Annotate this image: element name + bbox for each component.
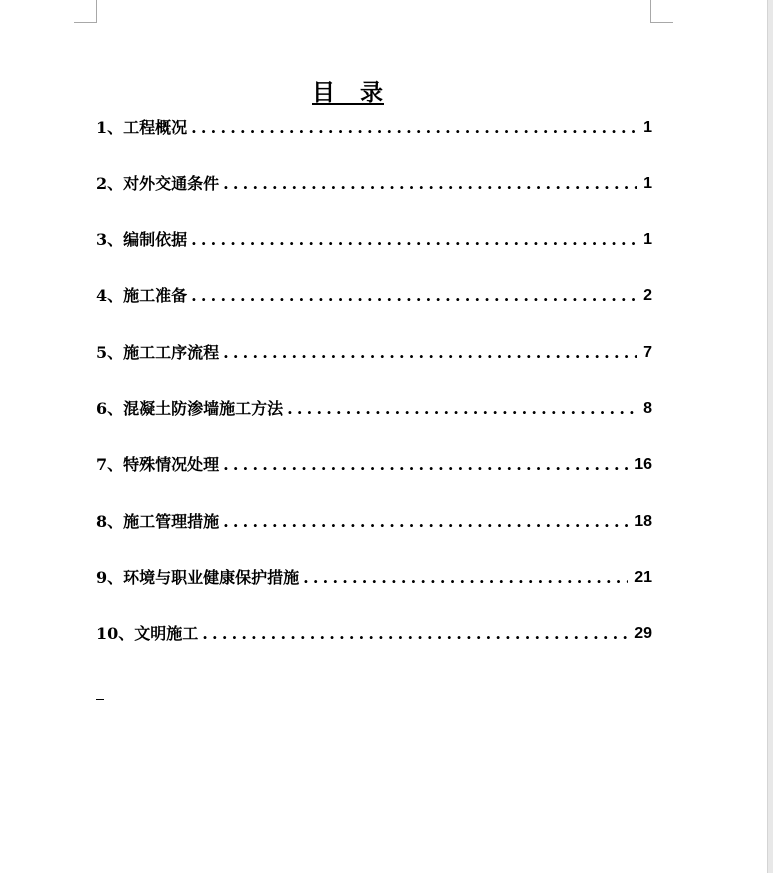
toc-entry[interactable]: [96, 508, 652, 532]
toc-entry[interactable]: [96, 282, 652, 306]
toc-entry-label: 6、混凝土防渗墙施工方法: [96, 399, 284, 418]
toc-dot-leader: [191, 286, 637, 306]
toc-dot-leader: [202, 624, 628, 644]
toc-dot-leader: [191, 118, 637, 138]
toc-dot-leader: [223, 343, 637, 363]
page-right-edge: [767, 0, 773, 873]
toc-entry[interactable]: [96, 226, 652, 250]
toc-title: 目 录: [312, 79, 384, 106]
toc-entry-page: 2: [643, 287, 652, 304]
toc-entry[interactable]: [96, 451, 652, 475]
toc-entry-label: 3、编制依据: [96, 230, 188, 249]
toc-entry-page: 1: [643, 231, 652, 248]
toc-entry-label: 5、施工工序流程: [96, 343, 220, 362]
top-right-margin-marker: [650, 0, 673, 23]
toc-entry-label: 4、施工准备: [96, 286, 188, 305]
toc-dot-leader: [287, 399, 637, 419]
toc-entry-page: 21: [634, 569, 652, 586]
toc-dot-leader: [223, 512, 628, 532]
toc-dot-leader: [303, 568, 628, 588]
toc-entry-page: 7: [643, 344, 652, 361]
toc-entry-label: 10、文明施工: [96, 624, 199, 643]
toc-entry-label: 7、特殊情况处理: [96, 455, 220, 474]
toc-entry[interactable]: [96, 564, 652, 588]
top-left-margin-marker: [74, 0, 97, 23]
toc-entry-page: 16: [634, 456, 652, 473]
toc-entry[interactable]: [96, 339, 652, 363]
toc-entry-page: 8: [643, 400, 652, 417]
toc-entry-label: 1、工程概况: [96, 118, 188, 137]
toc-entry[interactable]: [96, 114, 652, 138]
toc-entry-page: 1: [643, 119, 652, 136]
toc-entry[interactable]: [96, 170, 652, 194]
text-cursor: [96, 699, 104, 700]
toc-entry-label: 9、环境与职业健康保护措施: [96, 568, 300, 587]
toc-entry-page: 18: [634, 513, 652, 530]
toc-entry[interactable]: [96, 395, 652, 419]
toc-entry-page: 29: [634, 625, 652, 642]
toc-dot-leader: [191, 230, 637, 250]
toc-entry-page: 1: [643, 175, 652, 192]
toc-entry-label: 8、施工管理措施: [96, 512, 220, 531]
toc-entry-label: 2、对外交通条件: [96, 174, 220, 193]
toc-dot-leader: [223, 174, 637, 194]
toc-entry[interactable]: [96, 620, 652, 644]
toc-dot-leader: [223, 455, 628, 475]
